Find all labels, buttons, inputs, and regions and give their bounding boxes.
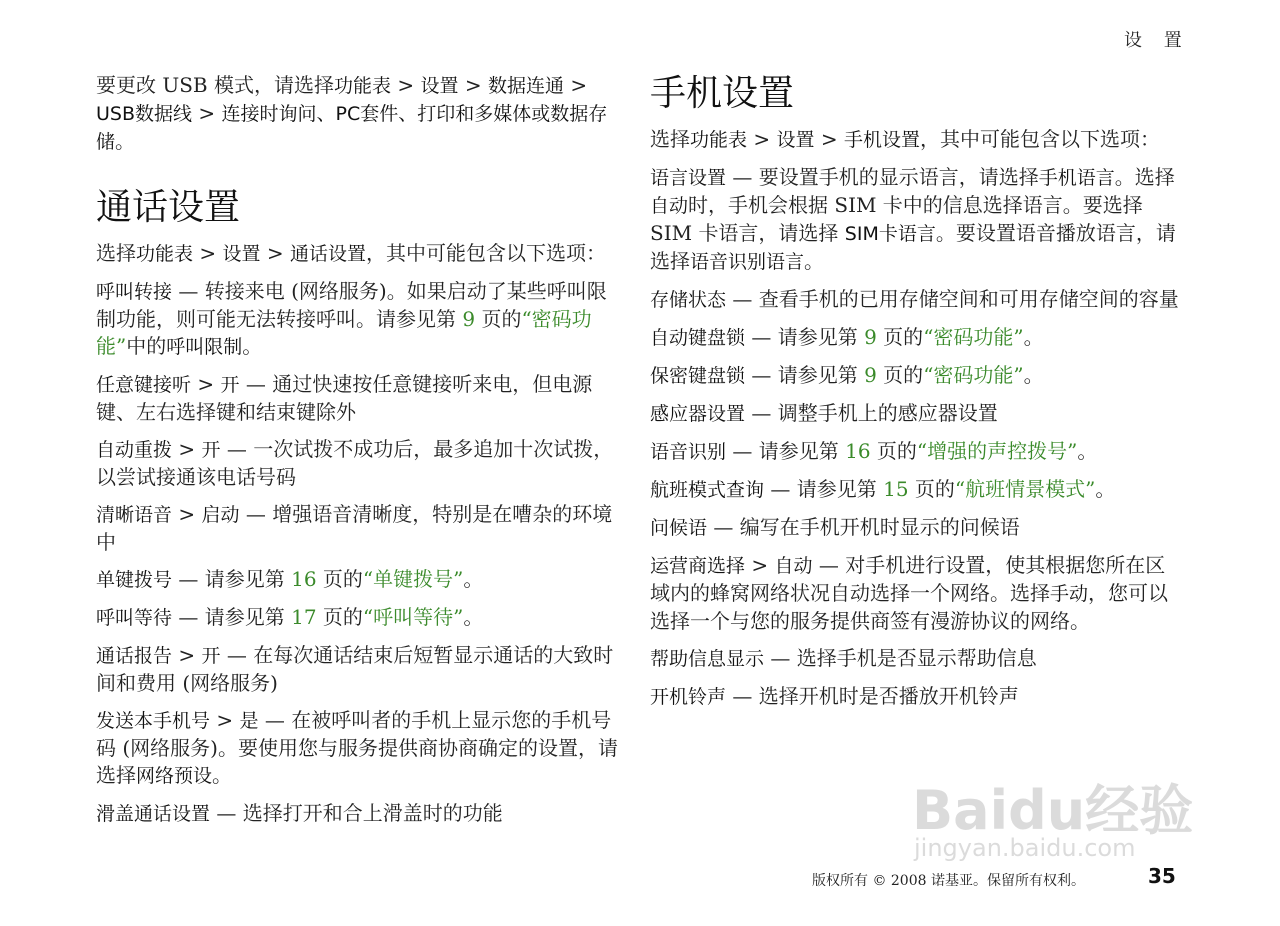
- text: — 在被呼叫者的手机上显示您的手机号码 (网络服务)。要使用您与服务提供商协商确定的设置，请选择: [96, 708, 618, 787]
- setting-term: 问候语: [650, 517, 708, 539]
- right-column: [650, 72, 1180, 721]
- setting-term: 呼叫限制: [166, 336, 243, 358]
- sep: >: [192, 101, 222, 125]
- menu-path: 功能表: [690, 129, 748, 151]
- text: 。: [804, 249, 825, 273]
- text: — 一次试拨不成功后，最多追加十次试拨，以尝试接通该电话号码: [96, 437, 614, 489]
- sep: >: [172, 643, 202, 667]
- text: — 请参见第: [726, 439, 846, 463]
- page-ref: 9: [462, 307, 476, 331]
- setting-term: 语音识别: [650, 441, 727, 463]
- page-ref: 16: [291, 567, 317, 591]
- running-header: 设 置: [1124, 30, 1190, 51]
- text: — 转接来电 (网络服务)。如果启动了某些呼叫限制功能，则可能无法转接呼叫。请参见第: [96, 279, 607, 331]
- setting-call-waiting: [96, 604, 626, 632]
- text: 。选择: [1114, 165, 1175, 189]
- setting-term: 自动重拨: [96, 439, 173, 461]
- text: — 在每次通话结束后短暂显示通话的大致时间和费用 (网络服务): [96, 643, 614, 695]
- setting-voice-recognition: [650, 438, 1180, 466]
- cross-reference-link[interactable]: “增强的声控拨号”: [916, 439, 1078, 463]
- setting-voice-clarity: [96, 501, 626, 556]
- text: ，其中可能包含以下选项：: [366, 241, 607, 265]
- text: 时，手机会根据 SIM 卡中的信息选择语言。要选择 SIM 卡语言，请选择: [650, 193, 1143, 245]
- text: — 通过快速按任意键接听来电，但电源键、左右选择键和结束键除外: [96, 372, 593, 424]
- text: 选择: [96, 241, 136, 265]
- setting-term: 通话报告: [96, 645, 173, 667]
- text: — 请参见第: [745, 363, 865, 387]
- setting-flight-query: [650, 476, 1180, 504]
- page-ref: 15: [883, 477, 909, 501]
- setting-term: 网络预设: [136, 765, 213, 787]
- text: — 增强语音清晰度，特别是在嘈杂的环境中: [96, 502, 613, 554]
- sep: >: [210, 708, 240, 732]
- page-ref: 17: [291, 605, 317, 629]
- setting-speed-dial: [96, 566, 626, 594]
- menu-path: 手机设置: [844, 129, 921, 151]
- sep: >: [191, 372, 221, 396]
- cross-reference-link[interactable]: “密码功能”: [96, 307, 592, 358]
- text: 。: [1077, 439, 1098, 463]
- setting-term: 单键拨号: [96, 569, 173, 591]
- menu-path: USB数据线: [96, 103, 193, 125]
- menu-path: 连接时询问、PC套件、打印和多媒体或数据存储: [96, 103, 608, 153]
- setting-term: 自动键盘锁: [650, 327, 746, 349]
- sep: >: [172, 502, 202, 526]
- setting-option: 开: [201, 645, 221, 667]
- cross-reference-link[interactable]: “密码功能”: [923, 363, 1024, 387]
- setting-term: 开机铃声: [650, 686, 727, 708]
- setting-auto-keyguard: [650, 324, 1180, 352]
- cross-reference-link[interactable]: “密码功能”: [923, 325, 1024, 349]
- setting-term: 感应器设置: [650, 403, 746, 425]
- phone-settings-intro: [650, 126, 1180, 154]
- watermark-brand: Baidu经验: [912, 779, 1194, 842]
- menu-path: 数据连通: [487, 75, 564, 97]
- setting-option: 自动: [774, 555, 813, 577]
- setting-term: 发送本手机号: [96, 710, 211, 732]
- text: — 调整手机上的感应器设置: [745, 401, 998, 425]
- text: — 选择开机时是否播放开机铃声: [726, 684, 1019, 708]
- text: 。要设置语音播放语言，请选择: [650, 221, 1176, 273]
- setting-auto-redial: [96, 436, 626, 491]
- copyright-footer: 版权所有 © 2008 诺基亚。保留所有权利。: [812, 873, 1085, 889]
- sep: >: [745, 553, 775, 577]
- text: 页的: [316, 605, 363, 629]
- text: — 要设置手机的显示语言，请选择: [726, 165, 1039, 189]
- cross-reference-link[interactable]: “单键拨号”: [362, 567, 464, 591]
- page-ref: 9: [864, 325, 877, 349]
- setting-language: [650, 164, 1180, 276]
- page-number: 35: [1148, 864, 1176, 888]
- setting-term: 清晰语音: [96, 504, 173, 526]
- text: 页的: [475, 307, 522, 331]
- text: ，其中可能包含以下选项：: [920, 127, 1161, 151]
- text: 页的: [316, 567, 363, 591]
- sep: >: [747, 127, 777, 151]
- menu-path: 设置: [420, 75, 459, 97]
- text: 页的: [876, 325, 924, 349]
- text: 。: [212, 763, 233, 787]
- text: — 请参见第: [745, 325, 865, 349]
- text: — 请参见第: [172, 567, 292, 591]
- menu-path: 功能表: [136, 243, 194, 265]
- text: — 查看手机的已用存储空间和可用存储空间的容量: [726, 287, 1179, 311]
- text: 页的: [908, 477, 955, 501]
- sep: >: [563, 73, 588, 97]
- text: 。: [242, 334, 263, 358]
- menu-path: 设置: [222, 243, 261, 265]
- setting-term: 帮助信息显示: [650, 648, 765, 670]
- menu-path: 通话设置: [290, 243, 367, 265]
- text: ，您可以选择一个与您的服务提供商签有漫游协议的网络。: [650, 581, 1169, 633]
- setting-term: 任意键接听: [96, 374, 192, 396]
- setting-term: 运营商选择: [650, 555, 746, 577]
- setting-help-text: [650, 645, 1180, 673]
- text: 。: [1095, 477, 1116, 501]
- call-settings-intro: [96, 240, 626, 268]
- setting-option: 是: [239, 710, 259, 732]
- setting-startup-tone: [650, 683, 1180, 711]
- setting-option: 开: [220, 374, 240, 396]
- setting-security-keyguard: [650, 362, 1180, 390]
- text: — 选择手机是否显示帮助信息: [764, 646, 1037, 670]
- setting-term: 手动: [1050, 583, 1089, 605]
- setting-term: 语音识别语言: [690, 251, 805, 273]
- sep: >: [260, 241, 290, 265]
- text: 要更改 USB 模式，请选择: [96, 73, 334, 97]
- menu-path: 功能表: [333, 75, 391, 97]
- sep: >: [172, 437, 202, 461]
- text: 页的: [870, 439, 917, 463]
- setting-call-summary: [96, 642, 626, 697]
- sep: >: [193, 241, 223, 265]
- setting-term: 自动: [650, 195, 689, 217]
- text: 页的: [876, 363, 924, 387]
- menu-path: 设置: [776, 129, 815, 151]
- setting-slide-call: [96, 800, 626, 828]
- setting-term: 呼叫等待: [96, 607, 173, 629]
- setting-memory-status: [650, 286, 1180, 314]
- sep: >: [390, 73, 421, 97]
- text: — 请参见第: [764, 477, 884, 501]
- setting-term: 语言设置: [650, 167, 727, 189]
- text: — 对手机进行设置，使其根据您所在区域内的蜂窝网络状况自动选择一个网络。选择: [650, 553, 1166, 605]
- setting-term: 滑盖通话设置: [96, 803, 211, 825]
- setting-any-key-answer: [96, 371, 626, 426]
- text: — 编写在手机开机时显示的问候语: [707, 515, 1020, 539]
- cross-reference-link[interactable]: “航班情景模式”: [954, 477, 1096, 501]
- text: 。: [115, 129, 136, 153]
- setting-term: 手机语言: [1038, 167, 1115, 189]
- setting-operator-selection: [650, 552, 1180, 635]
- left-column: [96, 72, 626, 838]
- text: 中的: [126, 334, 167, 358]
- setting-term: 存储状态: [650, 289, 727, 311]
- setting-term: 航班模式查询: [650, 479, 765, 501]
- baidu-watermark: [912, 768, 1202, 878]
- setting-send-my-id: [96, 707, 626, 790]
- setting-term: SIM卡语言: [844, 223, 936, 245]
- setting-sensor: [650, 400, 1180, 428]
- usb-mode-paragraph: [96, 72, 626, 156]
- text: 。: [463, 567, 484, 591]
- setting-term: 呼叫转接: [96, 281, 173, 303]
- page-ref: 9: [864, 363, 877, 387]
- text: — 请参见第: [172, 605, 292, 629]
- setting-term: 保密键盘锁: [650, 365, 746, 387]
- setting-welcome-note: [650, 514, 1180, 542]
- section-heading-phone-settings: 手机设置: [650, 73, 795, 114]
- text: 。: [463, 605, 484, 629]
- text: 选择: [650, 127, 690, 151]
- section-heading-call-settings: 通话设置: [96, 187, 241, 228]
- setting-call-divert: [96, 278, 626, 361]
- cross-reference-link[interactable]: “呼叫等待”: [362, 605, 464, 629]
- text: 。: [1023, 363, 1044, 387]
- setting-option: 启动: [201, 504, 240, 526]
- text: 。: [1023, 325, 1044, 349]
- text: — 选择打开和合上滑盖时的功能: [210, 801, 503, 825]
- watermark-url: jingyan.baidu.com: [914, 834, 1136, 862]
- sep: >: [814, 127, 844, 151]
- sep: >: [458, 73, 488, 97]
- setting-option: 开: [201, 439, 221, 461]
- page-ref: 16: [845, 439, 871, 463]
